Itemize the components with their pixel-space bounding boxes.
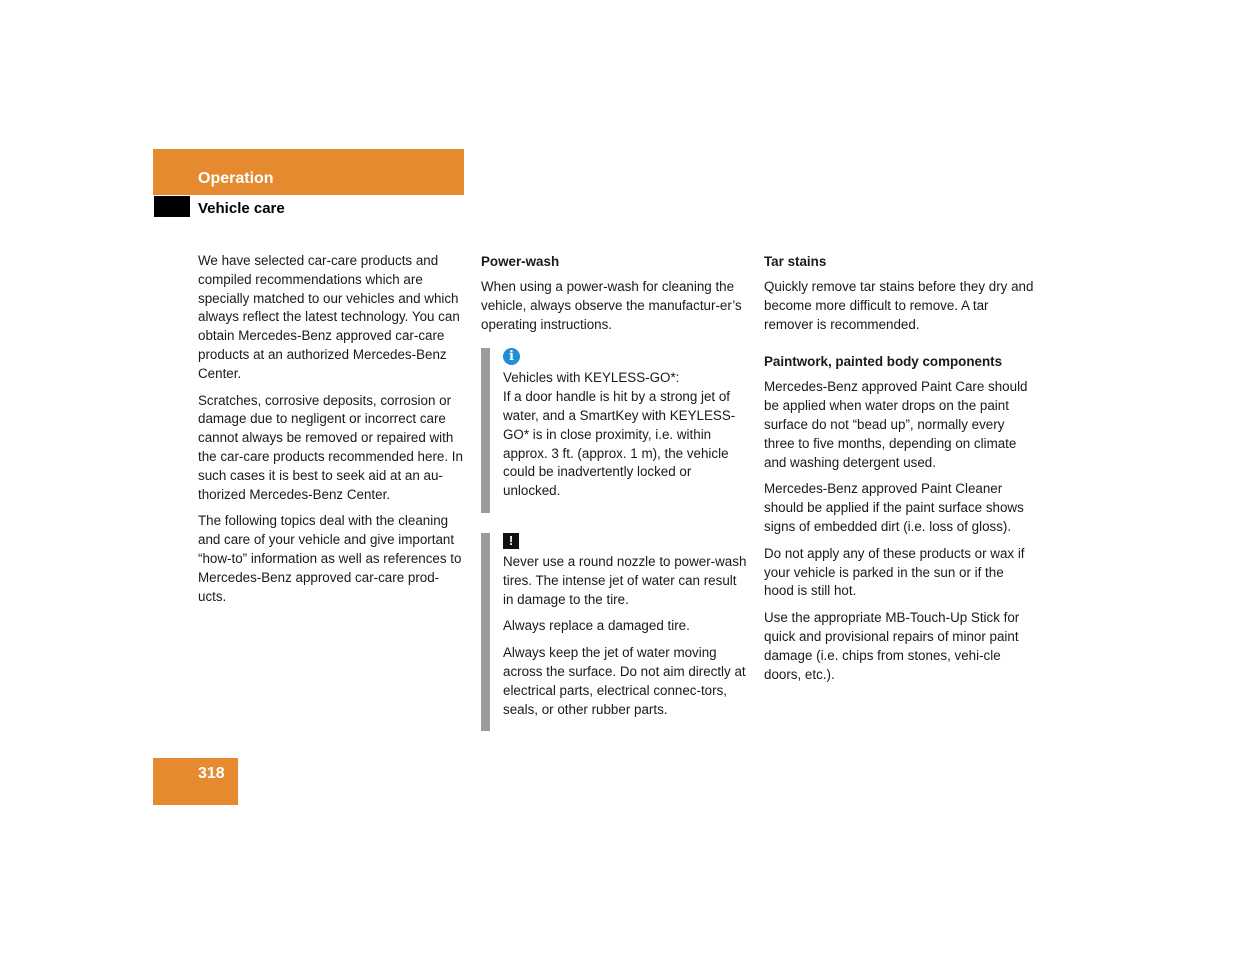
intro-paragraph: The following topics deal with the cleaning and care of your vehicle and give important “how-to” information as well as references to Mercedes-Benz approved car-care prod-ucts. [198,513,462,604]
section-title: Operation [198,170,274,187]
page-number: 318 [198,765,225,782]
warning-icon: ! [503,533,519,549]
info-note [481,348,747,513]
tar-stains-heading: Tar stains [764,254,827,269]
intro-paragraph: We have selected car-care products and compiled recommendations which are specially matched to our vehicles and which always reflect the latest technology. You can obtain Mercedes-Benz approved car-care products at an authorized Mercedes-Benz Center. [198,253,460,381]
info-icon: i [503,348,520,365]
power-wash-heading: Power-wash [481,254,560,269]
info-note-lead: Vehicles with KEYLESS-GO*: [503,370,680,386]
paintwork-paragraph: Mercedes-Benz approved Paint Cleaner should be applied if the paint surface shows signs of embedded dirt (i.e. loss of gloss). [764,481,1024,534]
page-number-box [153,758,238,805]
paintwork-heading: Paintwork, painted body components [764,354,1003,370]
power-wash-intro: When using a power-wash for cleaning the vehicle, always observe the manufactur-er’s operating instructions. [481,279,742,332]
intro-column [198,252,466,614]
paintwork-paragraph: Mercedes-Benz approved Paint Care should be applied when water drops on the paint surface do not “bead up”, normally every three to five months, depending on climate and washing detergent used. [764,379,1028,470]
warning-paragraph: Always replace a damaged tire. [503,618,690,634]
paintwork-paragraph: Use the appropriate MB-Touch-Up Stick for quick and provisional repairs of minor paint damage (i.e. chips from stones, vehi-cle doors, etc.). [764,610,1020,682]
paintwork-paragraph: Do not apply any of these products or wax if your vehicle is parked in the sun or if the hood is still hot. [764,545,1025,599]
section-header-bar [153,149,464,195]
intro-paragraph: Scratches, corrosive deposits, corrosion or damage due to negligent or incorrect care cannot always be removed or repaired with the car-care products recommended here. In such cases it is best to seek aid at an au-thorized Mercedes-Benz Center. [198,392,463,502]
subsection-title: Vehicle care [198,200,285,217]
info-note-text: If a door handle is hit by a strong jet of water, and a SmartKey with KEYLESS-GO* is in close proximity, i.e. within approx. 3 ft. (approx. 1 m), the vehicle could be inadvertently locked or unlocked. [503,389,736,499]
warning-paragraph: Always keep the jet of water moving across the surface. Do not aim directly at electrical parts, electrical connec-tors, seals, or other rubber parts. [503,645,746,717]
warning-paragraph: Never use a round nozzle to power-wash tires. The intense jet of water can result in damage to the tire. [503,553,747,607]
tar-stains-text: Quickly remove tar stains before they dry and become more difficult to remove. A tar remover is recommended. [764,279,1034,332]
power-wash-column [481,252,747,751]
warning-note [481,533,747,731]
paintwork-column [764,252,1034,692]
subsection-marker [154,196,190,217]
